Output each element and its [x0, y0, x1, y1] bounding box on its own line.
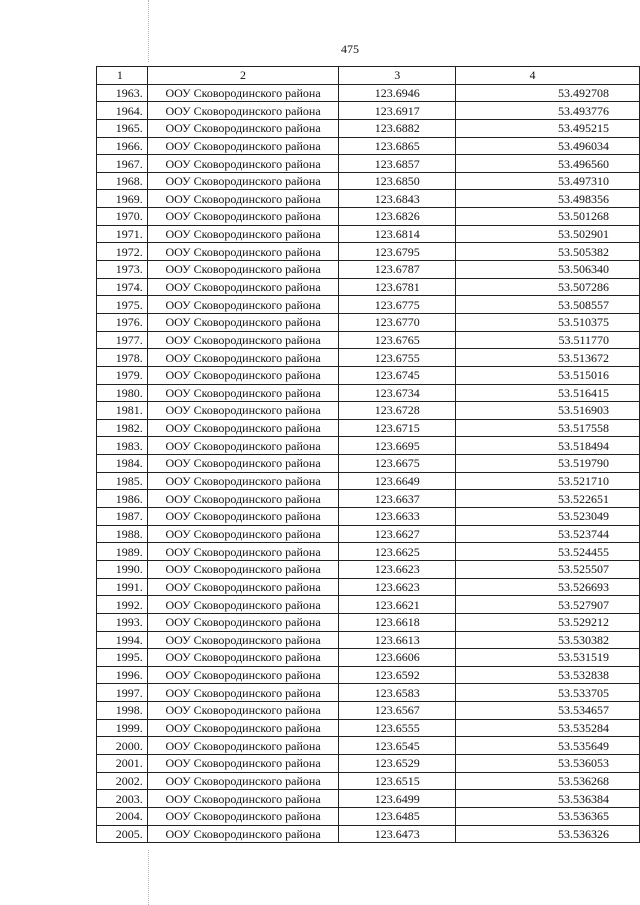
table-row: [97, 313, 640, 331]
row-number-cell: 1988.: [97, 525, 148, 543]
latitude-cell: 53.496034: [455, 137, 639, 155]
row-number-cell: 1996.: [97, 666, 148, 684]
organization-cell: ООУ Сковородинского района: [147, 261, 339, 279]
row-number-cell: 1999.: [97, 719, 148, 737]
organization-cell: ООУ Сковородинского района: [147, 84, 339, 102]
table-row: [97, 261, 640, 279]
latitude-cell: 53.527907: [455, 596, 639, 614]
latitude-cell: 53.521710: [455, 472, 639, 490]
organization-cell: ООУ Сковородинского района: [147, 155, 339, 173]
organization-cell: ООУ Сковородинского района: [147, 172, 339, 190]
longitude-cell: 123.6633: [339, 508, 456, 526]
organization-cell: ООУ Сковородинского района: [147, 349, 339, 367]
organization-cell: ООУ Сковородинского района: [147, 190, 339, 208]
longitude-cell: 123.6473: [339, 825, 456, 843]
longitude-cell: 123.6499: [339, 790, 456, 808]
coordinates-table: [96, 66, 640, 843]
table-row: [97, 119, 640, 137]
organization-cell: ООУ Сковородинского района: [147, 296, 339, 314]
longitude-cell: 123.6814: [339, 225, 456, 243]
longitude-cell: 123.6555: [339, 719, 456, 737]
table-row: [97, 560, 640, 578]
latitude-cell: 53.536326: [455, 825, 639, 843]
organization-cell: ООУ Сковородинского района: [147, 366, 339, 384]
longitude-cell: 123.6485: [339, 807, 456, 825]
row-number-cell: 1968.: [97, 172, 148, 190]
latitude-cell: 53.515016: [455, 366, 639, 384]
table-row: [97, 613, 640, 631]
table-row: [97, 366, 640, 384]
table-row: [97, 490, 640, 508]
latitude-cell: 53.516903: [455, 402, 639, 420]
table-row: [97, 790, 640, 808]
organization-cell: ООУ Сковородинского района: [147, 384, 339, 402]
latitude-cell: 53.526693: [455, 578, 639, 596]
row-number-cell: 1970.: [97, 208, 148, 226]
row-number-cell: 2003.: [97, 790, 148, 808]
row-number-cell: 1991.: [97, 578, 148, 596]
table-row: [97, 543, 640, 561]
longitude-cell: 123.6850: [339, 172, 456, 190]
row-number-cell: 2001.: [97, 754, 148, 772]
table-row: [97, 666, 640, 684]
row-number-cell: 1977.: [97, 331, 148, 349]
row-number-cell: 1966.: [97, 137, 148, 155]
organization-cell: ООУ Сковородинского района: [147, 525, 339, 543]
organization-cell: ООУ Сковородинского района: [147, 402, 339, 420]
row-number-cell: 1963.: [97, 84, 148, 102]
longitude-cell: 123.6857: [339, 155, 456, 173]
latitude-cell: 53.536268: [455, 772, 639, 790]
latitude-cell: 53.525507: [455, 560, 639, 578]
table-row: [97, 825, 640, 843]
row-number-cell: 1964.: [97, 102, 148, 120]
latitude-cell: 53.535649: [455, 737, 639, 755]
latitude-cell: 53.492708: [455, 84, 639, 102]
longitude-cell: 123.6882: [339, 119, 456, 137]
table-row: [97, 84, 640, 102]
row-number-cell: 1974.: [97, 278, 148, 296]
row-number-cell: 1980.: [97, 384, 148, 402]
organization-cell: ООУ Сковородинского района: [147, 490, 339, 508]
organization-cell: ООУ Сковородинского района: [147, 702, 339, 720]
row-number-cell: 2005.: [97, 825, 148, 843]
table-row: [97, 402, 640, 420]
scan-margin-line-bottom: [148, 850, 149, 905]
latitude-cell: 53.529212: [455, 613, 639, 631]
table-row: [97, 631, 640, 649]
table-row: [97, 349, 640, 367]
organization-cell: ООУ Сковородинского района: [147, 631, 339, 649]
row-number-cell: 1979.: [97, 366, 148, 384]
latitude-cell: 53.495215: [455, 119, 639, 137]
longitude-cell: 123.6787: [339, 261, 456, 279]
longitude-cell: 123.6695: [339, 437, 456, 455]
table-row: [97, 525, 640, 543]
longitude-cell: 123.6734: [339, 384, 456, 402]
longitude-cell: 123.6946: [339, 84, 456, 102]
latitude-cell: 53.536053: [455, 754, 639, 772]
table-row: [97, 437, 640, 455]
table-row: [97, 737, 640, 755]
longitude-cell: 123.6637: [339, 490, 456, 508]
organization-cell: ООУ Сковородинского района: [147, 719, 339, 737]
longitude-cell: 123.6545: [339, 737, 456, 755]
row-number-cell: 1985.: [97, 472, 148, 490]
organization-cell: ООУ Сковородинского района: [147, 331, 339, 349]
latitude-cell: 53.508557: [455, 296, 639, 314]
longitude-cell: 123.6843: [339, 190, 456, 208]
row-number-cell: 1990.: [97, 560, 148, 578]
table-row: [97, 754, 640, 772]
latitude-cell: 53.513672: [455, 349, 639, 367]
organization-cell: ООУ Сковородинского района: [147, 119, 339, 137]
longitude-cell: 123.6567: [339, 702, 456, 720]
latitude-cell: 53.497310: [455, 172, 639, 190]
table-row: [97, 278, 640, 296]
row-number-cell: 1967.: [97, 155, 148, 173]
organization-cell: ООУ Сковородинского района: [147, 613, 339, 631]
organization-cell: ООУ Сковородинского района: [147, 737, 339, 755]
organization-cell: ООУ Сковородинского района: [147, 472, 339, 490]
organization-cell: ООУ Сковородинского района: [147, 684, 339, 702]
column-header-4: 4: [455, 67, 639, 85]
longitude-cell: 123.6623: [339, 560, 456, 578]
longitude-cell: 123.6592: [339, 666, 456, 684]
row-number-cell: 2000.: [97, 737, 148, 755]
organization-cell: ООУ Сковородинского района: [147, 208, 339, 226]
table-header-row: [97, 67, 640, 85]
latitude-cell: 53.516415: [455, 384, 639, 402]
organization-cell: ООУ Сковородинского района: [147, 790, 339, 808]
row-number-cell: 2004.: [97, 807, 148, 825]
longitude-cell: 123.6765: [339, 331, 456, 349]
row-number-cell: 1992.: [97, 596, 148, 614]
row-number-cell: 1981.: [97, 402, 148, 420]
organization-cell: ООУ Сковородинского района: [147, 102, 339, 120]
latitude-cell: 53.506340: [455, 261, 639, 279]
table-row: [97, 225, 640, 243]
row-number-cell: 1989.: [97, 543, 148, 561]
longitude-cell: 123.6623: [339, 578, 456, 596]
longitude-cell: 123.6649: [339, 472, 456, 490]
row-number-cell: 1983.: [97, 437, 148, 455]
row-number-cell: 1997.: [97, 684, 148, 702]
longitude-cell: 123.6627: [339, 525, 456, 543]
latitude-cell: 53.496560: [455, 155, 639, 173]
organization-cell: ООУ Сковородинского района: [147, 543, 339, 561]
organization-cell: ООУ Сковородинского района: [147, 754, 339, 772]
table-row: [97, 102, 640, 120]
organization-cell: ООУ Сковородинского района: [147, 666, 339, 684]
table-row: [97, 596, 640, 614]
row-number-cell: 1972.: [97, 243, 148, 261]
longitude-cell: 123.6770: [339, 313, 456, 331]
table-row: [97, 172, 640, 190]
longitude-cell: 123.6745: [339, 366, 456, 384]
organization-cell: ООУ Сковородинского района: [147, 419, 339, 437]
table-row: [97, 419, 640, 437]
organization-cell: ООУ Сковородинского района: [147, 437, 339, 455]
latitude-cell: 53.536384: [455, 790, 639, 808]
page-number: 475: [341, 42, 359, 56]
table-row: [97, 296, 640, 314]
longitude-cell: 123.6826: [339, 208, 456, 226]
table-row: [97, 331, 640, 349]
latitude-cell: 53.531519: [455, 649, 639, 667]
longitude-cell: 123.6618: [339, 613, 456, 631]
organization-cell: ООУ Сковородинского района: [147, 807, 339, 825]
table-row: [97, 684, 640, 702]
row-number-cell: 1969.: [97, 190, 148, 208]
latitude-cell: 53.536365: [455, 807, 639, 825]
table-row: [97, 137, 640, 155]
latitude-cell: 53.501268: [455, 208, 639, 226]
latitude-cell: 53.524455: [455, 543, 639, 561]
longitude-cell: 123.6865: [339, 137, 456, 155]
table-row: [97, 155, 640, 173]
longitude-cell: 123.6583: [339, 684, 456, 702]
latitude-cell: 53.502901: [455, 225, 639, 243]
longitude-cell: 123.6621: [339, 596, 456, 614]
table-row: [97, 719, 640, 737]
latitude-cell: 53.530382: [455, 631, 639, 649]
row-number-cell: 1994.: [97, 631, 148, 649]
table-row: [97, 472, 640, 490]
row-number-cell: 2002.: [97, 772, 148, 790]
table-row: [97, 807, 640, 825]
organization-cell: ООУ Сковородинского района: [147, 278, 339, 296]
row-number-cell: 1971.: [97, 225, 148, 243]
longitude-cell: 123.6675: [339, 455, 456, 473]
longitude-cell: 123.6917: [339, 102, 456, 120]
latitude-cell: 53.507286: [455, 278, 639, 296]
latitude-cell: 53.523049: [455, 508, 639, 526]
latitude-cell: 53.535284: [455, 719, 639, 737]
latitude-cell: 53.498356: [455, 190, 639, 208]
row-number-cell: 1975.: [97, 296, 148, 314]
longitude-cell: 123.6775: [339, 296, 456, 314]
organization-cell: ООУ Сковородинского района: [147, 772, 339, 790]
organization-cell: ООУ Сковородинского района: [147, 649, 339, 667]
longitude-cell: 123.6781: [339, 278, 456, 296]
table-row: [97, 190, 640, 208]
longitude-cell: 123.6625: [339, 543, 456, 561]
row-number-cell: 1998.: [97, 702, 148, 720]
latitude-cell: 53.511770: [455, 331, 639, 349]
latitude-cell: 53.493776: [455, 102, 639, 120]
row-number-cell: 1987.: [97, 508, 148, 526]
longitude-cell: 123.6529: [339, 754, 456, 772]
table-row: [97, 508, 640, 526]
longitude-cell: 123.6755: [339, 349, 456, 367]
table-row: [97, 649, 640, 667]
longitude-cell: 123.6613: [339, 631, 456, 649]
column-header-3: 3: [339, 67, 456, 85]
latitude-cell: 53.510375: [455, 313, 639, 331]
table-row: [97, 243, 640, 261]
longitude-cell: 123.6515: [339, 772, 456, 790]
table-row: [97, 384, 640, 402]
organization-cell: ООУ Сковородинского района: [147, 313, 339, 331]
latitude-cell: 53.523744: [455, 525, 639, 543]
table-row: [97, 702, 640, 720]
organization-cell: ООУ Сковородинского района: [147, 137, 339, 155]
column-header-2: 2: [147, 67, 339, 85]
longitude-cell: 123.6795: [339, 243, 456, 261]
latitude-cell: 53.534657: [455, 702, 639, 720]
table-body: [97, 84, 640, 843]
organization-cell: ООУ Сковородинского района: [147, 596, 339, 614]
organization-cell: ООУ Сковородинского района: [147, 243, 339, 261]
latitude-cell: 53.532838: [455, 666, 639, 684]
latitude-cell: 53.517558: [455, 419, 639, 437]
row-number-cell: 1973.: [97, 261, 148, 279]
table-row: [97, 772, 640, 790]
latitude-cell: 53.533705: [455, 684, 639, 702]
row-number-cell: 1978.: [97, 349, 148, 367]
organization-cell: ООУ Сковородинского района: [147, 560, 339, 578]
organization-cell: ООУ Сковородинского района: [147, 455, 339, 473]
table-row: [97, 455, 640, 473]
row-number-cell: 1982.: [97, 419, 148, 437]
row-number-cell: 1986.: [97, 490, 148, 508]
latitude-cell: 53.518494: [455, 437, 639, 455]
row-number-cell: 1976.: [97, 313, 148, 331]
longitude-cell: 123.6715: [339, 419, 456, 437]
latitude-cell: 53.519790: [455, 455, 639, 473]
organization-cell: ООУ Сковородинского района: [147, 825, 339, 843]
row-number-cell: 1965.: [97, 119, 148, 137]
row-number-cell: 1984.: [97, 455, 148, 473]
organization-cell: ООУ Сковородинского района: [147, 508, 339, 526]
table-header: [97, 67, 640, 85]
organization-cell: ООУ Сковородинского района: [147, 578, 339, 596]
column-header-1: 1: [97, 67, 148, 85]
latitude-cell: 53.522651: [455, 490, 639, 508]
organization-cell: ООУ Сковородинского района: [147, 225, 339, 243]
longitude-cell: 123.6728: [339, 402, 456, 420]
table-row: [97, 578, 640, 596]
longitude-cell: 123.6606: [339, 649, 456, 667]
row-number-cell: 1993.: [97, 613, 148, 631]
table-row: [97, 208, 640, 226]
row-number-cell: 1995.: [97, 649, 148, 667]
latitude-cell: 53.505382: [455, 243, 639, 261]
